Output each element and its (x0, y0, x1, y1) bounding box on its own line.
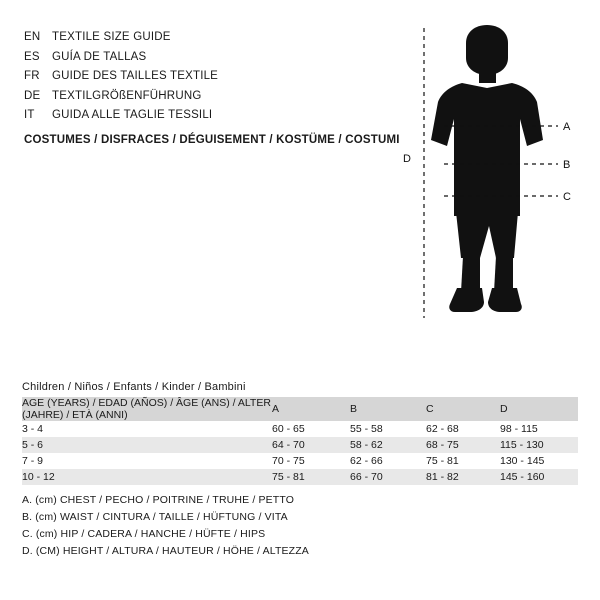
column-header-c: C (426, 397, 500, 421)
marker-label-c: C (563, 191, 571, 203)
cell-d: 98 - 115 (500, 421, 578, 437)
language-list (24, 28, 384, 126)
language-code: IT (24, 109, 35, 121)
language-row (24, 87, 384, 107)
table-title: Children / Niños / Enfants / Kinder / Bambini (22, 381, 246, 393)
language-row (24, 48, 384, 68)
legend-item-d: D. (CM) HEIGHT / ALTURA / HAUTEUR / HÖHE / ALTEZZA (22, 545, 309, 557)
legend-item-a: A. (cm) CHEST / PECHO / POITRINE / TRUHE / PETTO (22, 494, 295, 506)
language-code: EN (24, 31, 41, 43)
column-header-d: D (500, 397, 578, 421)
marker-label-a: A (563, 121, 571, 133)
cell-c: 75 - 81 (426, 453, 500, 469)
table-row (22, 437, 578, 453)
language-text: TEXTILE SIZE GUIDE (52, 31, 171, 43)
costumes-heading: COSTUMES / DISFRACES / DÉGUISEMENT / KOSTÜME / COSTUMI (24, 134, 400, 146)
table-row (22, 421, 578, 437)
cell-age: 3 - 4 (22, 421, 272, 437)
cell-c: 62 - 68 (426, 421, 500, 437)
language-code: FR (24, 70, 40, 82)
column-header-b: B (350, 397, 426, 421)
cell-d: 145 - 160 (500, 469, 578, 485)
legend-item-b: B. (cm) WAIST / CINTURA / TAILLE / HÜFTUNG / VITA (22, 511, 288, 523)
language-text: GUIDA ALLE TAGLIE TESSILI (52, 109, 213, 121)
language-code: ES (24, 50, 40, 63)
table-row (22, 469, 578, 485)
table-row (22, 453, 578, 469)
marker-label-b: B (563, 159, 571, 171)
language-text: GUÍA DE TALLAS (52, 50, 147, 63)
cell-b: 62 - 66 (350, 453, 426, 469)
marker-label-d: D (403, 153, 411, 165)
child-silhouette-icon (400, 20, 585, 330)
cell-d: 130 - 145 (500, 453, 578, 469)
language-text: TEXTILGRÖßENFÜHRUNG (52, 89, 202, 102)
column-header-a: A (272, 397, 350, 421)
cell-age: 10 - 12 (22, 469, 272, 485)
language-text: GUIDE DES TAILLES TEXTILE (52, 70, 219, 82)
cell-d: 115 - 130 (500, 437, 578, 453)
size-table (22, 397, 578, 485)
cell-age: 7 - 9 (22, 453, 272, 469)
cell-c: 68 - 75 (426, 437, 500, 453)
language-row (24, 67, 384, 87)
cell-a: 70 - 75 (272, 453, 350, 469)
cell-a: 60 - 65 (272, 421, 350, 437)
cell-b: 55 - 58 (350, 421, 426, 437)
cell-b: 66 - 70 (350, 469, 426, 485)
language-code: DE (24, 89, 41, 102)
measurement-legend (22, 492, 309, 560)
cell-a: 75 - 81 (272, 469, 350, 485)
language-row (24, 106, 384, 126)
cell-age: 5 - 6 (22, 437, 272, 453)
legend-item-c: C. (cm) HIP / CADERA / HANCHE / HÜFTE / HIPS (22, 528, 266, 540)
language-row (24, 28, 384, 48)
cell-c: 81 - 82 (426, 469, 500, 485)
measurement-figure (400, 20, 585, 330)
cell-a: 64 - 70 (272, 437, 350, 453)
table-header-row (22, 397, 578, 421)
cell-b: 58 - 62 (350, 437, 426, 453)
column-header-age: AGE (YEARS) / EDAD (AÑOS) / ÂGE (ANS) / ALTER (JAHRE) / ETÀ (ANNI) (22, 397, 271, 421)
